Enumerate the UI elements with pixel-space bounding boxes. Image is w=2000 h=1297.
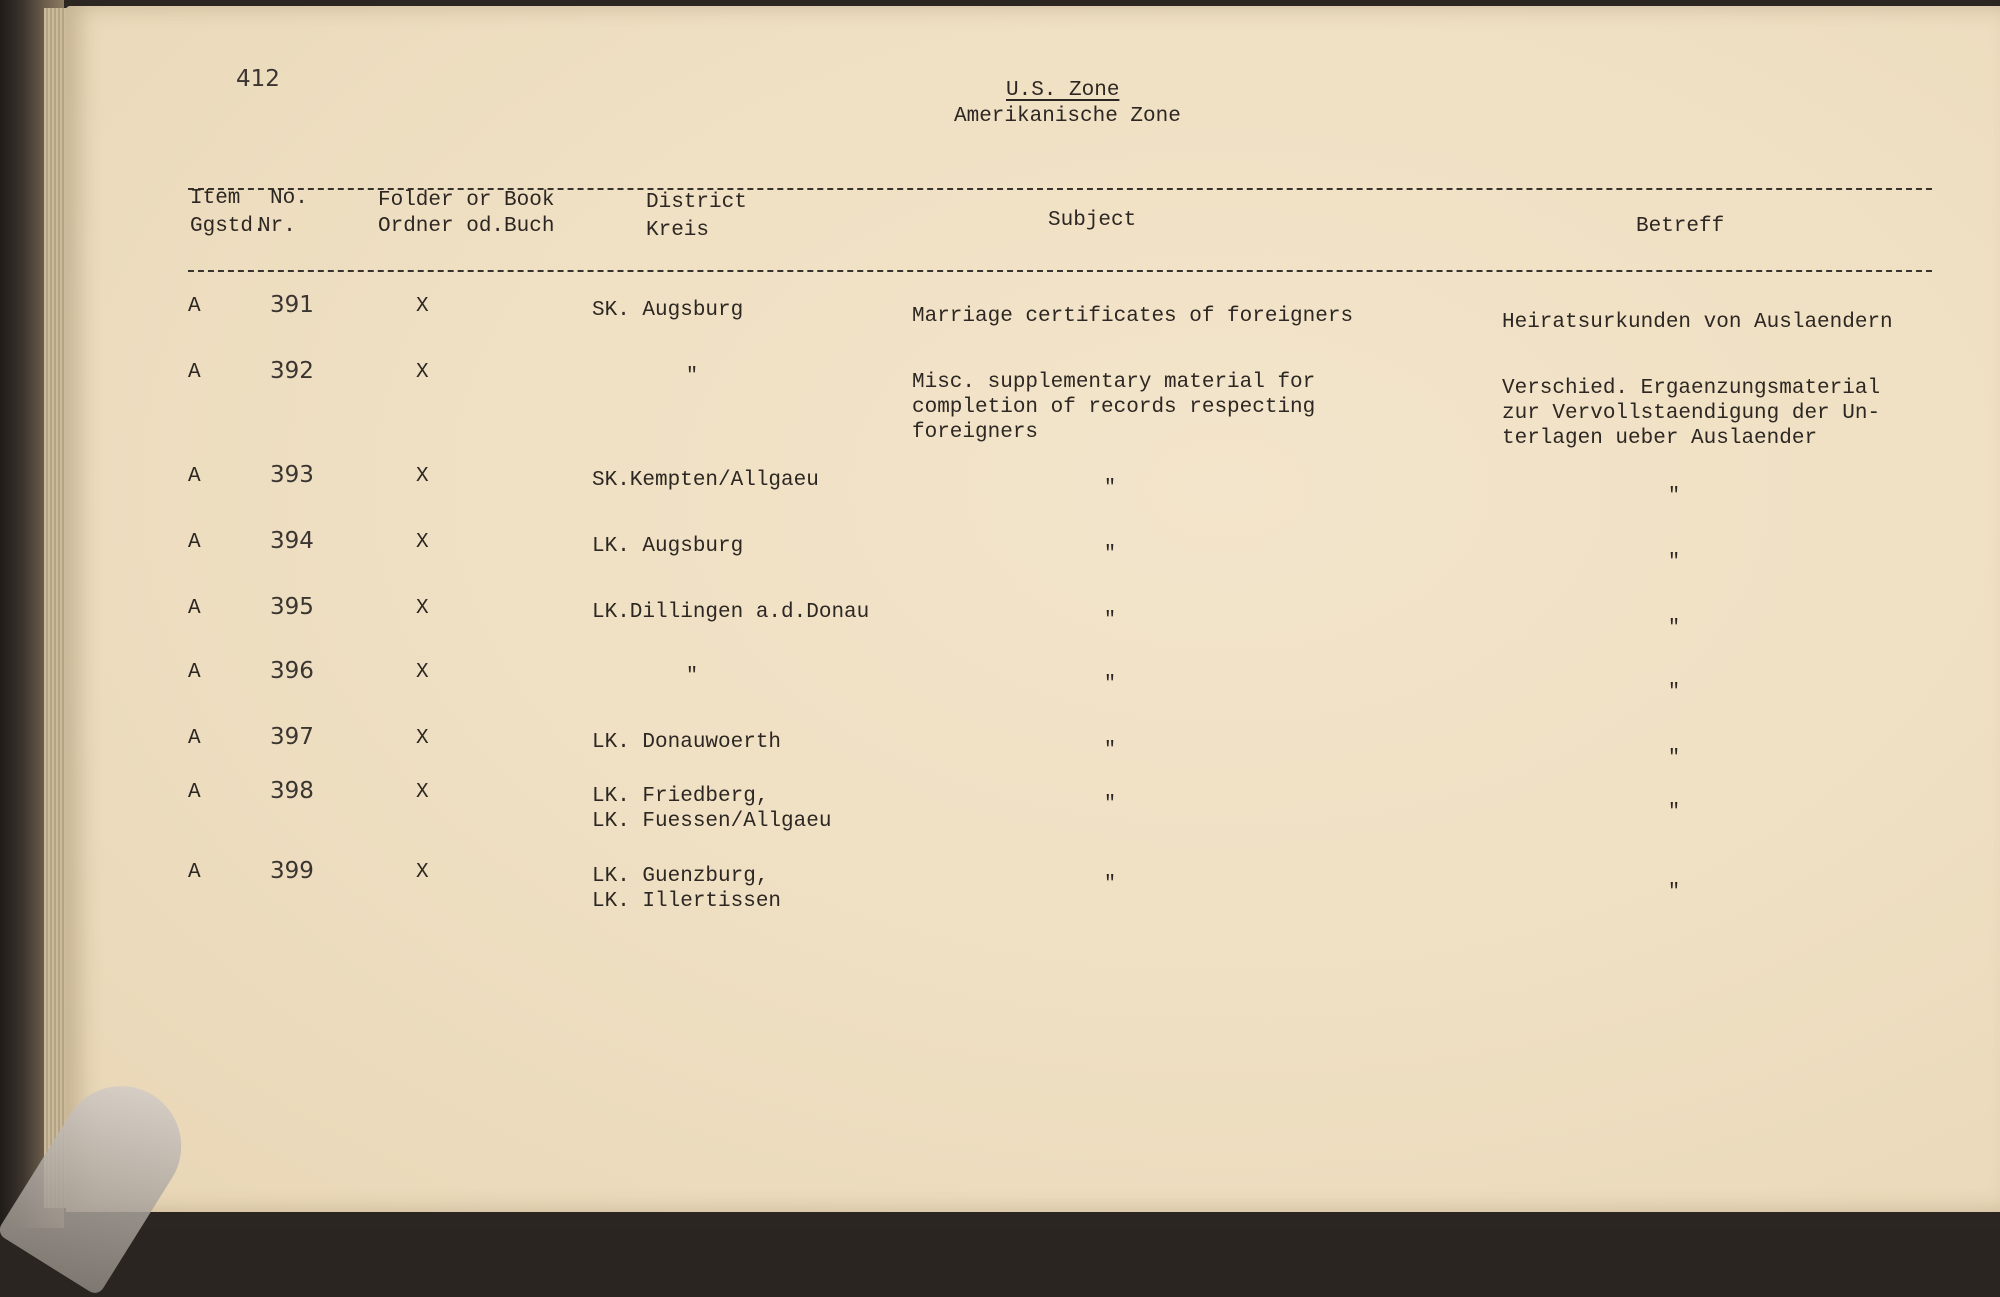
cell-subject-ditto: " — [1104, 543, 1117, 566]
cell-subject: foreigners — [912, 421, 1039, 444]
cell-subject-ditto: " — [1104, 477, 1117, 500]
cell-no: 397 — [270, 724, 314, 750]
cell-district: LK. Friedberg, — [592, 785, 769, 808]
cell-no: 392 — [270, 358, 314, 384]
cell-item: A — [188, 727, 201, 750]
cell-no: 393 — [270, 462, 314, 488]
cell-subject: Misc. supplementary material for — [912, 371, 1316, 394]
header-folder-en: Folder or Book — [378, 189, 555, 212]
cell-betreff-ditto: " — [1668, 801, 1681, 824]
cell-no: 394 — [270, 528, 314, 554]
cell-betreff-ditto: " — [1668, 681, 1681, 704]
cell-betreff: Heiratsurkunden von Auslaendern — [1502, 311, 1893, 334]
cell-district: LK. Illertissen — [592, 890, 782, 913]
cell-district: LK.Dillingen a.d.Donau — [592, 601, 870, 624]
header-no-de: Nr. — [258, 215, 296, 238]
cell-folder: X — [416, 781, 429, 804]
cell-folder: X — [416, 861, 429, 884]
header-subject: Subject — [1048, 209, 1137, 232]
header-folder-de: Ordner od.Buch — [378, 215, 555, 238]
cell-district: SK.Kempten/Allgaeu — [592, 469, 819, 492]
page-subtitle: Amerikanische Zone — [954, 105, 1181, 128]
cell-subject-ditto: " — [1104, 609, 1117, 632]
cell-folder: X — [416, 465, 429, 488]
cell-item: A — [188, 597, 201, 620]
cell-subject: Marriage certificates of foreigners — [912, 305, 1354, 328]
cell-subject-ditto: " — [1104, 793, 1117, 816]
header-district-de: Kreis — [646, 219, 710, 242]
cell-betreff-ditto: " — [1668, 881, 1681, 904]
cell-folder: X — [416, 295, 429, 318]
cell-subject: completion of records respecting — [912, 396, 1316, 419]
cell-item: A — [188, 781, 201, 804]
cell-folder: X — [416, 361, 429, 384]
cell-item: A — [188, 661, 201, 684]
header-no-en: No. — [270, 187, 308, 210]
cell-district: LK. Donauwoerth — [592, 731, 782, 754]
document-page — [66, 6, 2000, 1212]
header-item-de: Ggstd. — [190, 215, 266, 238]
cell-betreff: terlagen ueber Auslaender — [1502, 427, 1818, 450]
cell-subject-ditto: " — [1104, 739, 1117, 762]
cell-item: A — [188, 295, 201, 318]
cell-item: A — [188, 361, 201, 384]
cell-district: LK. Fuessen/Allgaeu — [592, 810, 832, 833]
cell-no: 399 — [270, 858, 314, 884]
cell-betreff-ditto: " — [1668, 617, 1681, 640]
cell-district-ditto: " — [686, 665, 699, 688]
cell-folder: X — [416, 597, 429, 620]
cell-item: A — [188, 861, 201, 884]
page-number: 412 — [236, 66, 280, 92]
cell-district: LK. Guenzburg, — [592, 865, 769, 888]
header-betreff: Betreff — [1636, 215, 1725, 238]
cell-folder: X — [416, 727, 429, 750]
cell-subject-ditto: " — [1104, 873, 1117, 896]
cell-folder: X — [416, 661, 429, 684]
cell-item: A — [188, 531, 201, 554]
header-item-en: Item — [190, 187, 241, 210]
page-title: U.S. Zone — [1006, 79, 1120, 102]
cell-no: 396 — [270, 658, 314, 684]
cell-district: SK. Augsburg — [592, 299, 744, 322]
cell-betreff: Verschied. Ergaenzungsmaterial — [1502, 377, 1881, 400]
cell-folder: X — [416, 531, 429, 554]
cell-betreff-ditto: " — [1668, 551, 1681, 574]
cell-district: LK. Augsburg — [592, 535, 744, 558]
header-district-en: District — [646, 191, 747, 214]
header-bottom-rule — [188, 270, 1932, 272]
cell-no: 398 — [270, 778, 314, 804]
cell-no: 395 — [270, 594, 314, 620]
cell-district-ditto: " — [686, 365, 699, 388]
cell-betreff: zur Vervollstaendigung der Un- — [1502, 402, 1881, 425]
cell-betreff-ditto: " — [1668, 485, 1681, 508]
cell-subject-ditto: " — [1104, 673, 1117, 696]
cell-item: A — [188, 465, 201, 488]
cell-betreff-ditto: " — [1668, 747, 1681, 770]
cell-no: 391 — [270, 292, 314, 318]
